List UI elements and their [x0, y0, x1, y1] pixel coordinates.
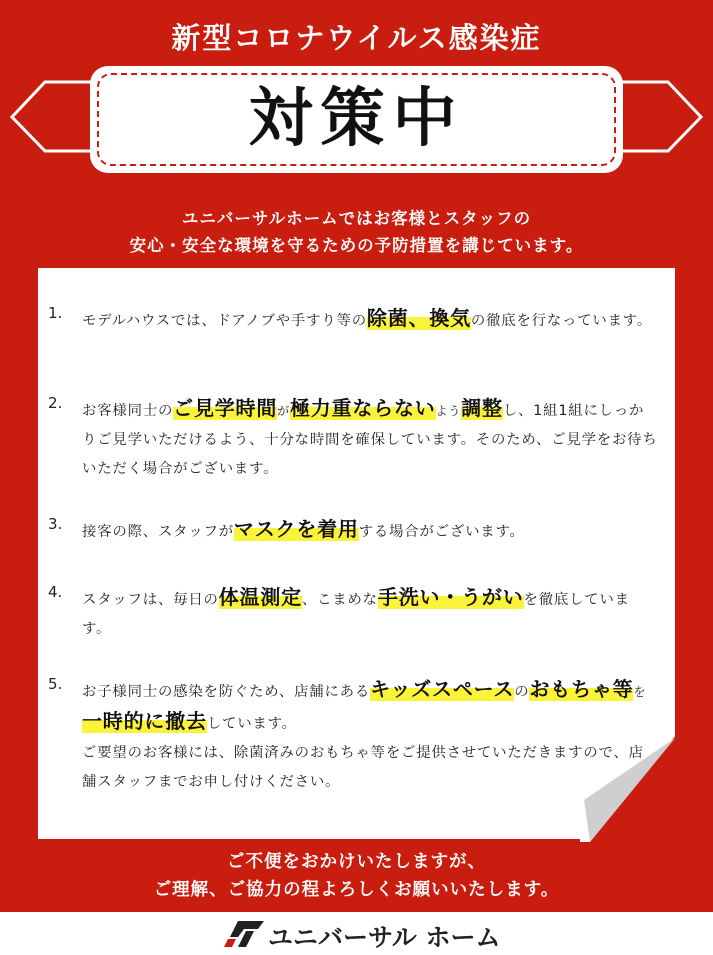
poster-title: 対策中	[248, 82, 465, 156]
highlighted-phrase: 手洗い・うがい	[377, 585, 524, 609]
highlighted-phrase: キッズスペース	[370, 677, 515, 701]
highlighted-phrase: 調整	[461, 396, 503, 420]
highlighted-phrase: おもちゃ等	[529, 677, 634, 701]
measure-text-segment: の	[514, 684, 530, 700]
measure-text-segment: お子様同士の感染を防ぐため、店舗にある	[82, 684, 371, 700]
measure-text-segment: の徹底を行なっています。	[470, 313, 653, 329]
highlighted-phrase: マスクを着用	[233, 517, 359, 541]
closing-line-1: ご不便をおかけいたしますが、	[227, 852, 486, 872]
measure-number: 5.	[48, 675, 63, 693]
measure-text-segment: モデルハウスでは、ドアノブや手すり等の	[82, 313, 367, 329]
measure-text	[82, 515, 658, 547]
intro-text	[0, 205, 713, 259]
highlighted-phrase: 一時的に撤去	[82, 709, 207, 733]
measure-text-segment: しています。	[206, 716, 297, 732]
poster-subtitle: 新型コロナウイルス感染症	[171, 21, 542, 55]
measure-item	[48, 583, 658, 644]
brand-name: ユニバーサル ホーム	[268, 923, 501, 952]
measure-text-segment: する場合がございます。	[358, 524, 525, 540]
measure-number: 3.	[48, 515, 63, 533]
universal-home-logo-icon	[224, 921, 264, 947]
measure-text-segment: を徹底しています。	[82, 592, 630, 637]
measure-text	[82, 583, 658, 644]
highlighted-phrase: 体温測定	[218, 585, 302, 609]
measure-text-small: が	[277, 404, 290, 418]
measure-text-small: よう	[435, 404, 462, 418]
intro-line-2: 安心・安全な環境を守るための予防措置を講じています。	[129, 236, 584, 255]
measure-text-segment: し、1組1組にしっかりご見学いただけるよう、十分な時間を確保しています。そのため、ご見学をお待ちいただく場合がございます。	[82, 403, 658, 477]
measure-text	[82, 394, 658, 484]
measure-text-segment: 、こまめな	[301, 592, 378, 608]
closing-text	[0, 848, 713, 904]
measure-text-segment: スタッフは、毎日の	[82, 592, 219, 608]
measure-number: 1.	[48, 304, 63, 322]
highlighted-phrase: 極力重ならない	[289, 396, 436, 420]
measure-number: 2.	[48, 394, 63, 412]
measure-text	[82, 304, 658, 336]
intro-line-1: ユニバーサルホームではお客様とスタッフの	[181, 209, 532, 228]
measure-item	[48, 394, 658, 484]
measure-text-segment: 接客の際、スタッフが	[82, 524, 234, 540]
measure-item	[48, 304, 658, 336]
measure-number: 4.	[48, 583, 63, 601]
measure-text-small: を	[633, 685, 647, 699]
highlighted-phrase: ご見学時間	[173, 396, 278, 420]
measure-item	[48, 515, 658, 547]
measure-note: ご要望のお客様には、除菌済みのおもちゃ等をご提供させていただきますので、店舗スタッフまでお申し付けください。	[82, 745, 644, 790]
measure-text-segment: お客様同士の	[82, 403, 174, 419]
highlighted-phrase: 除菌、換気	[366, 306, 471, 330]
closing-line-2: ご理解、ご協力の程よろしくお願いいたします。	[153, 880, 560, 900]
measure-text	[82, 675, 658, 797]
measure-item	[48, 675, 658, 797]
